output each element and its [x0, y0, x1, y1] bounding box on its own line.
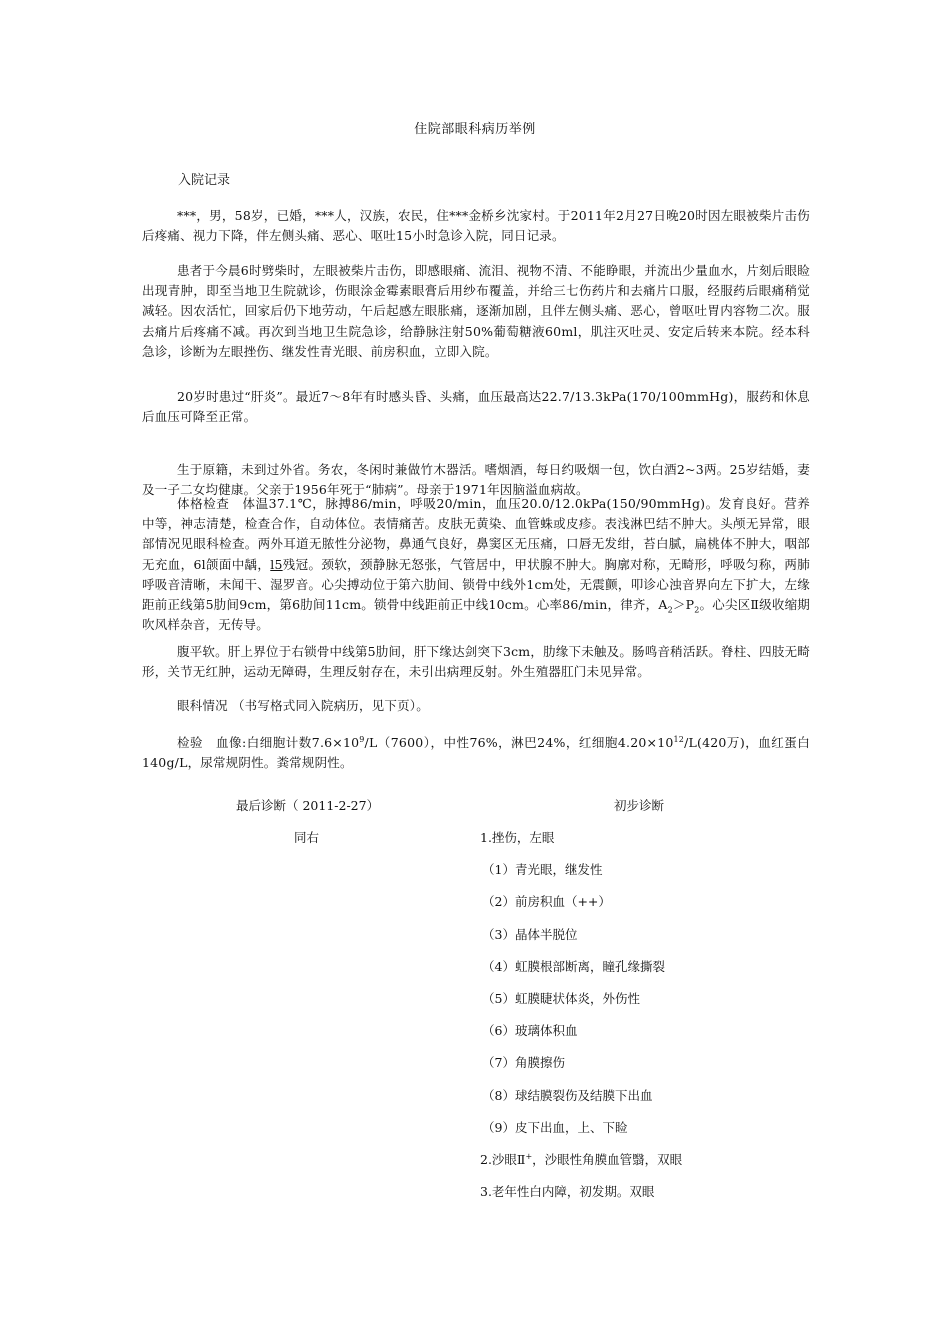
diagnosis-subitem: （9）皮下出血，上、下睑 — [482, 1119, 628, 1135]
diagnosis-subitem: （4）虹膜根部断离，瞳孔缘撕裂 — [482, 958, 665, 974]
diagnosis-subitem: （6）玻璃体积血 — [482, 1023, 578, 1039]
lab-paragraph — [142, 733, 810, 773]
exam-text-1: 体格检查 体温37.1℃，脉搏86/min，呼吸20/min，血压20.0/12.0kPa(150/90mmHg)。发育良好。营养中等，神志清楚，检查合作，自动体位。表情痛苦。皮肤无黄染、血管蛛或皮疹。表浅淋巴结不肿大。头颅无异常，眼部情况见眼科检查。两外耳道无脓性分泌物，鼻通气良好，鼻窦区无压痛，口唇无发绀，苔白腻，扁桃体不肿大，咽部无充血，6l颌面中龋， — [142, 496, 810, 572]
diagnosis-subitem: （3）晶体半脱位 — [482, 926, 578, 942]
physical-exam-paragraph — [142, 494, 810, 635]
diagnosis-item-2-sup: + — [525, 1151, 533, 1161]
initial-diagnosis-heading: 初步诊断 — [614, 798, 665, 813]
lab-text-2: /L（7600），中性76%，淋巴24%，红细胞4.20×10 — [364, 735, 674, 750]
p2-subscript: 2 — [694, 605, 700, 615]
final-diagnosis-heading: 最后诊断（ 2011-2-27） — [236, 798, 380, 813]
lab-text-3: /L(420万)，血红蛋白140g/L，尿常规阴性。粪常规阴性。 — [142, 735, 810, 771]
document-title: 住院部眼科病历举例 — [414, 122, 536, 137]
p2-letter: P — [685, 597, 695, 613]
diagnosis-subitem: （2）前房积血（++） — [482, 894, 611, 910]
diagnosis-item-2-rest: ，沙眼性角膜血管翳，双眼 — [532, 1151, 683, 1167]
exam-text-3: 。心尖区Ⅱ级收缩期吹风样杂音，无传导。 — [142, 597, 810, 633]
lab-sup-2: 12 — [673, 734, 685, 744]
a2-subscript: 2 — [667, 605, 673, 615]
abdomen-paragraph: 腹平软。肝上界位于右锁骨中线第5肋间，肝下缘达剑突下3cm，肋缘下未触及。肠鸣音稍活跃。脊柱、四肢无畸形，关节无红肿，运动无障碍，生理反射存在，未引出病理反射。外生殖器肛门未见异常。 — [142, 644, 810, 680]
diagnosis-subitem: （8）球结膜裂伤及结膜下出血 — [482, 1087, 653, 1103]
diagnosis-subitem: （1）青光眼，继发性 — [482, 862, 603, 878]
final-diagnosis-value: 同右 — [294, 830, 320, 845]
exam-text-2: 残冠。颈软，颈静脉无怒张，气管居中，甲状腺不肿大。胸廓对称，无畸形，呼吸匀称，两肺呼吸音清晰，未闻干、湿罗音。心尖搏动位于第六肋间、锁骨中线外1cm处，无震颤，叩诊心浊音界向左下扩大，左缘距前正线第5肋间9cm，第6肋间11cm。锁骨中线距前正中线10cm。心率86/min，律齐， — [142, 556, 810, 613]
diagnosis-item-2-main: 2.沙眼Ⅱ — [480, 1151, 526, 1167]
lab-text-1: 检验 血像:白细胞计数7.6×10 — [177, 735, 360, 750]
diagnosis-list — [480, 829, 682, 1215]
a2-letter: A — [658, 597, 668, 613]
diagnosis-subitem: （7）角膜擦伤 — [482, 1055, 565, 1071]
diagnosis-item: 1.挫伤，左眼 — [480, 830, 555, 845]
diagnosis-item: 3.老年性白内障，初发期。双眼 — [480, 1184, 655, 1200]
diagnosis-subitem: （5）虹膜睫状体炎，外伤性 — [482, 990, 640, 1006]
eye-note-paragraph: 眼科情况 （书写格式同入院病历，见下页）。 — [177, 698, 429, 713]
exam-underlined-tooth: l5 — [270, 556, 283, 572]
patient-info-paragraph: ***，男，58岁，已婚，***人，汉族，农民，住***金桥乡沈家村。于2011年2月27日晚20时因左眼被柴片击伤后疼痛、视力下降，伴左侧头痛、恶心、呕吐15小时急诊入院，同日记录。 — [142, 208, 810, 244]
personal-history-paragraph: 生于原籍，未到过外省。务农，冬闲时兼做竹木器活。嗜烟酒，每日约吸烟一包，饮白酒2~3两。25岁结婚，妻及一子二女均健康。父亲于1956年死于“肺病”。母亲于1971年因脑溢血病故。 — [142, 462, 810, 498]
greater-than-sign: ＞ — [672, 597, 686, 613]
past-history-paragraph: 20岁时患过“肝炎”。最近7～8年有时感头昏、头痛，血压最高达22.7/13.3kPa(170/100mmHg)，服药和休息后血压可降至正常。 — [142, 389, 810, 425]
diagnosis-item — [480, 1151, 682, 1183]
section-heading: 入院记录 — [178, 173, 231, 188]
lab-sup-1: 9 — [359, 734, 365, 744]
present-illness-paragraph: 患者于今晨6时劈柴时，左眼被柴片击伤，即感眼痛、流泪、视物不清、不能睁眼，并流出少量血水，片刻后眼睑出现青肿，即至当地卫生院就诊，伤眼涂金霉素眼膏后用纱布覆盖，并给三七伤药片和去痛片口服，经服药后眼痛稍觉减轻。因农活忙，回家后仍下地劳动，午后起感左眼胀痛，逐渐加剧，且伴左侧头痛、恶心，曾呕吐胃内容物二次。服去痛片后疼痛不减。再次到当地卫生院急诊，给静脉注射50%葡萄糖液60ml，肌注灭吐灵、安定后转来本院。经本科急诊，诊断为左眼挫伤、继发性青光眼、前房积血，立即入院。 — [142, 263, 810, 359]
